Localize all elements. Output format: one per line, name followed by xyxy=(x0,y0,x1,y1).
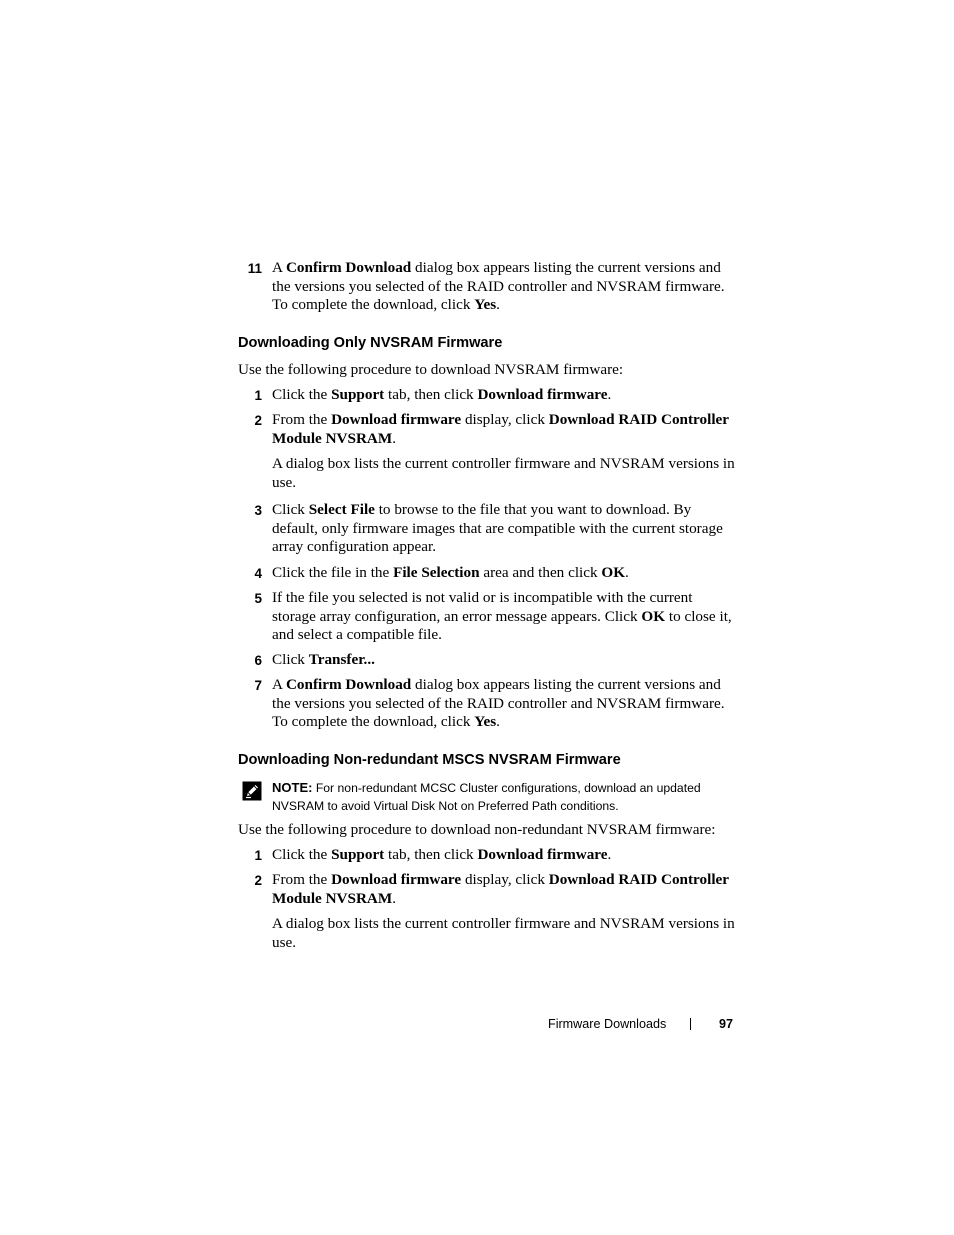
section-heading-non-redundant: Downloading Non-redundant MSCS NVSRAM Firmware xyxy=(238,752,621,768)
step-text: From the Download firmware display, click Download RAID Controller Module NVSRAM. xyxy=(272,411,729,447)
page-number: 97 xyxy=(719,1017,734,1031)
step-number: 2 xyxy=(254,873,262,888)
step-text: From the Download firmware display, click Download RAID Controller Module NVSRAM. xyxy=(272,871,729,907)
section-intro: Use the following procedure to download NVSRAM firmware: xyxy=(238,361,624,378)
section-intro: Use the following procedure to download non-redundant NVSRAM firmware: xyxy=(238,821,716,838)
note-text: NOTE: For non-redundant MCSC Cluster configurations, download an updated NVSRAM to avoid Virtual Disk Not on Preferred Path conditions. xyxy=(272,780,701,813)
step-number: 3 xyxy=(254,503,262,518)
step-number: 4 xyxy=(254,566,262,581)
step-number: 1 xyxy=(254,848,262,863)
step-text: Click the file in the File Selection area and then click OK. xyxy=(272,564,629,581)
footer-section-title: Firmware Downloads xyxy=(548,1017,667,1031)
pencil-note-icon xyxy=(242,781,262,801)
step-number: 2 xyxy=(254,413,262,428)
step-number: 5 xyxy=(254,591,262,606)
step-number: 6 xyxy=(254,653,262,668)
step-text: A Confirm Download dialog box appears listing the current versions and the versions you selected of the RAID controller and NVSRAM firmware. To complete the download, click Yes. xyxy=(272,259,725,314)
step-number: 7 xyxy=(254,678,262,693)
step-number: 1 xyxy=(254,388,262,403)
step-number: 11 xyxy=(247,261,262,276)
step-note: A dialog box lists the current controller firmware and NVSRAM versions in use. xyxy=(272,915,735,951)
footer-divider xyxy=(690,1018,691,1030)
step-text: Click the Support tab, then click Download firmware. xyxy=(272,846,612,863)
step-text: Click Select File to browse to the file that you want to download. By default, only firmware images that are compatible with the current storage array configuration appear. xyxy=(272,501,723,556)
step-text: If the file you selected is not valid or is incompatible with the current storage array configuration, an error message appears. Click OK to close it, and select a compatible file. xyxy=(272,589,732,644)
step-note: A dialog box lists the current controller firmware and NVSRAM versions in use. xyxy=(272,455,735,491)
step-text: Click Transfer... xyxy=(272,651,375,668)
step-text: Click the Support tab, then click Download firmware. xyxy=(272,386,612,403)
step-text: A Confirm Download dialog box appears listing the current versions and the versions you selected of the RAID controller and NVSRAM firmware. To complete the download, click Yes. xyxy=(272,676,725,731)
section-heading-nvsram-only: Downloading Only NVSRAM Firmware xyxy=(238,335,503,351)
